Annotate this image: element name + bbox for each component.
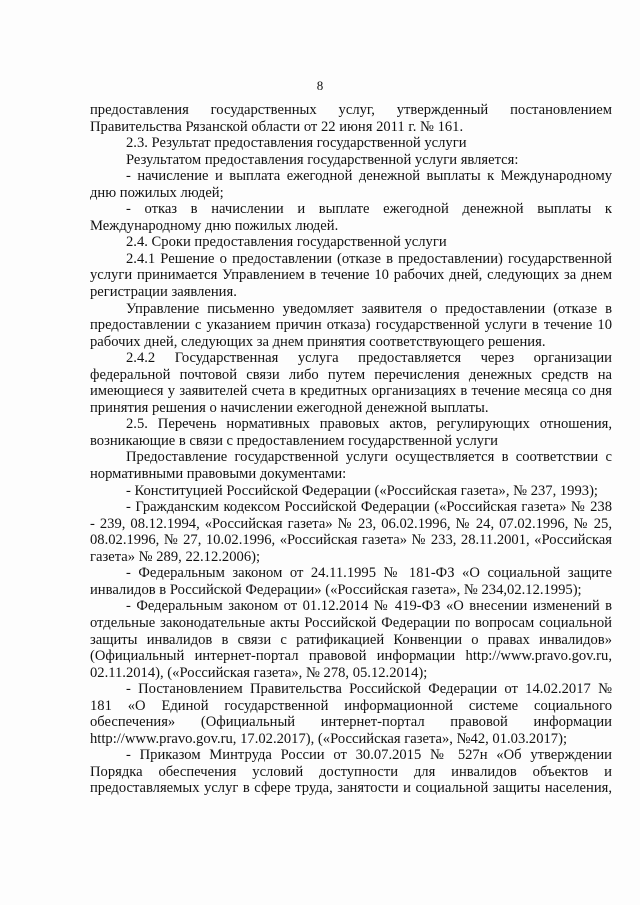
list-item-civil-code: - Гражданским кодексом Российской Федерации («Российская газета» № 238 - 239, 08.12.1994, «Российская газета» № 23, 06.02.1996, № 24, 07.02.1996, № 25, 08.02.1996, № 27, 10.02.1996, «Российская газета» № 233, 28.11.2001, «Российская газета» № 289, 22.12.2006); — [90, 499, 612, 565]
list-item-result-1: - начисление и выплата ежегодной денежной выплаты к Международному дню пожилых людей; — [90, 168, 612, 201]
paragraph-legal-basis: Предоставление государственной услуги осуществляется в соответствии с нормативными правовыми документами: — [90, 449, 612, 483]
list-item-law-181: - Федеральным законом от 24.11.1995 № 181-ФЗ «О социальной защите инвалидов в Российской Федерации» («Российская газета», № 234,02.12.1995); — [90, 565, 612, 598]
document-body — [90, 102, 612, 797]
section-heading-2-4: 2.4. Сроки предоставления государственной услуги — [126, 234, 447, 251]
paragraph-result: Результатом предоставления государственной услуги является: — [126, 151, 519, 168]
paragraph-intro: предоставления государственных услуг, утвержденный постановлением Правительства Рязанской области от 22 июня 2011 г. № 161. — [90, 102, 612, 135]
paragraph-2-4-2: 2.4.2 Государственная услуга предоставляется через организации федеральной почтовой связи либо путем перечисления денежных средств на имеющиеся у заявителей счета в кредитных организациях в течение месяца со дня принятия решения о начислении ежегодной денежной выплаты. — [90, 350, 612, 416]
page-number: 8 — [316, 78, 324, 93]
section-heading-2-5: 2.5. Перечень нормативных правовых актов, регулирующих отношения, возникающие в связи с предоставлением государственной услуги — [90, 416, 612, 449]
paragraph-notification: Управление письменно уведомляет заявителя о предоставлении (отказе в предоставлении с указанием причин отказа) государственной услуги в течение 10 рабочих дней, следующих за днем принятия соответствующего решения. — [90, 300, 612, 350]
list-item-constitution: - Конституцией Российской Федерации («Российская газета», № 237, 1993); — [126, 482, 598, 499]
list-item-law-419: - Федеральным законом от 01.12.2014 № 419-ФЗ «О внесении изменений в отдельные законодательные акты Российской Федерации по вопросам социальной защиты инвалидов в связи с ратификацией Конвенции о правах инвалидов» (Официальный интернет-портал правовой информации http://www.pravo.gov.ru, 02.11.2014), («Российская газета», № 278, 05.12.2014); — [90, 598, 612, 681]
paragraph-2-4-1: 2.4.1 Решение о предоставлении (отказе в предоставлении) государственной услуги принимается Управлением в течение 10 рабочих дней, следующих за днем регистрации заявления. — [90, 250, 612, 301]
list-item-result-2: - отказ в начислении и выплате ежегодной денежной выплаты к Международному дню пожилых людей. — [90, 201, 612, 234]
section-heading-2-3: 2.3. Результат предоставления государственной услуги — [126, 135, 467, 152]
list-item-resolution-181: - Постановлением Правительства Российской Федерации от 14.02.2017 № 181 «О Единой государственной информационной системе социального обеспечения» (Официальный интернет-портал правовой информации http://www.pravo.gov.ru, 17.02.2017), («Российская газета», №42, 01.03.2017); — [90, 681, 612, 747]
list-item-order-527n: - Приказом Минтруда России от 30.07.2015 № 527н «Об утверждении Порядка обеспечения условий доступности для инвалидов объектов и предоставляемых услуг в сфере труда, занятости и социальной защиты населения, — [90, 747, 612, 797]
